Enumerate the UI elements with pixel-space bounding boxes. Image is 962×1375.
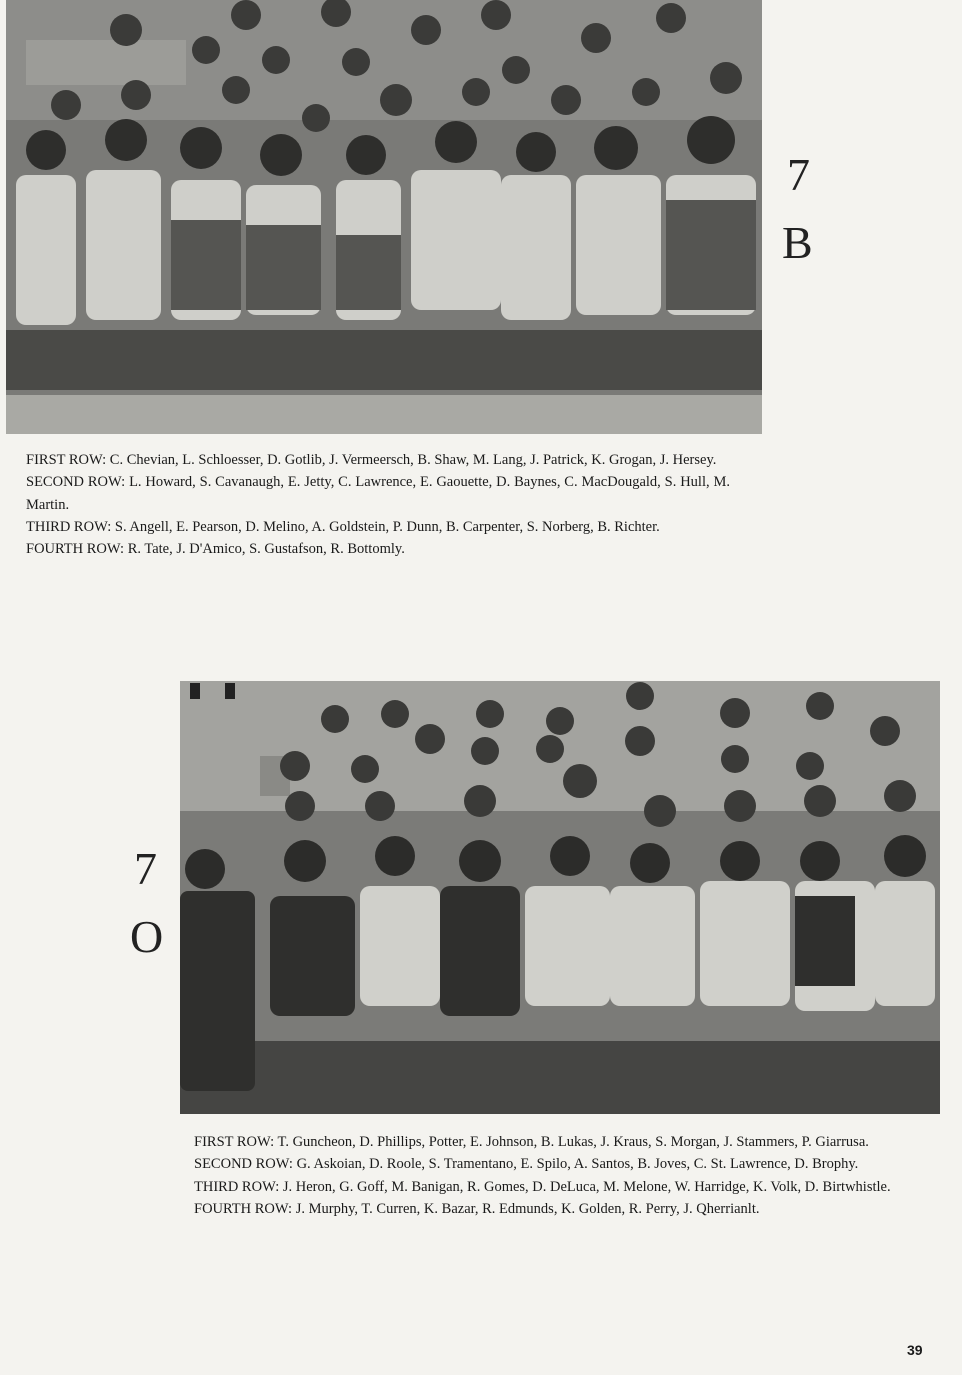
page-number: 39	[907, 1342, 923, 1358]
row-label: THIRD ROW:	[194, 1178, 280, 1195]
class-7b-group-photo	[6, 0, 762, 434]
class-7b-photo-image	[6, 0, 762, 434]
class-7o-caption	[194, 1131, 922, 1220]
row-names: J. Heron, G. Goff, M. Banigan, R. Gomes, D. DeLuca, M. Melone, W. Harridge, K. Volk, D. Birtwhistle.	[282, 1178, 891, 1195]
class-7b-third-row	[26, 516, 730, 538]
class-7o-first-row	[194, 1131, 922, 1153]
class-7b-second-row	[26, 471, 730, 516]
row-label: FIRST ROW:	[26, 452, 107, 468]
row-names: G. Askoian, D. Roole, S. Tramentano, E. Spilo, A. Santos, B. Joves, C. St. Lawrence, D. Brophy.	[296, 1156, 859, 1173]
row-names: J. Murphy, T. Curren, K. Bazar, R. Edmunds, K. Golden, R. Perry, J. Qherrianlt.	[295, 1200, 760, 1217]
class-7o-grade-label: 7	[134, 843, 157, 894]
row-label: SECOND ROW:	[26, 474, 126, 491]
class-7o-section-label: O	[130, 911, 164, 962]
class-7b-caption	[26, 449, 730, 560]
class-7b-fourth-row	[26, 538, 730, 560]
class-7o-group-photo	[180, 681, 940, 1114]
row-names: T. Guncheon, D. Phillips, Potter, E. Johnson, B. Lukas, J. Kraus, S. Morgan, J. Stammers, P. Giarrusa.	[277, 1134, 869, 1150]
row-names: R. Tate, J. D'Amico, S. Gustafson, R. Bottomly.	[127, 541, 405, 558]
class-7o-photo-image	[180, 681, 940, 1114]
class-7o-fourth-row	[194, 1198, 922, 1220]
class-7b-grade-label: 7	[787, 149, 810, 200]
class-7b-first-row	[26, 449, 730, 471]
row-label: FIRST ROW:	[194, 1134, 275, 1150]
row-names: C. Chevian, L. Schloesser, D. Gotlib, J. Vermeersch, B. Shaw, M. Lang, J. Patrick, K. Grogan, J. Hersey.	[109, 452, 717, 468]
row-names: S. Angell, E. Pearson, D. Melino, A. Goldstein, P. Dunn, B. Carpenter, S. Norberg, B. Richter.	[114, 518, 660, 535]
class-7o-third-row	[194, 1176, 922, 1198]
class-7b-section-label: B	[782, 217, 813, 268]
row-label: THIRD ROW:	[26, 518, 112, 535]
row-label: FOURTH ROW:	[194, 1200, 293, 1217]
class-7o-second-row	[194, 1153, 922, 1175]
row-label: FOURTH ROW:	[26, 541, 125, 558]
row-names: L. Howard, S. Cavanaugh, E. Jetty, C. Lawrence, E. Gaouette, D. Baynes, C. MacDougald, S. Hull, M. Martin.	[26, 474, 731, 513]
row-label: SECOND ROW:	[194, 1156, 293, 1173]
